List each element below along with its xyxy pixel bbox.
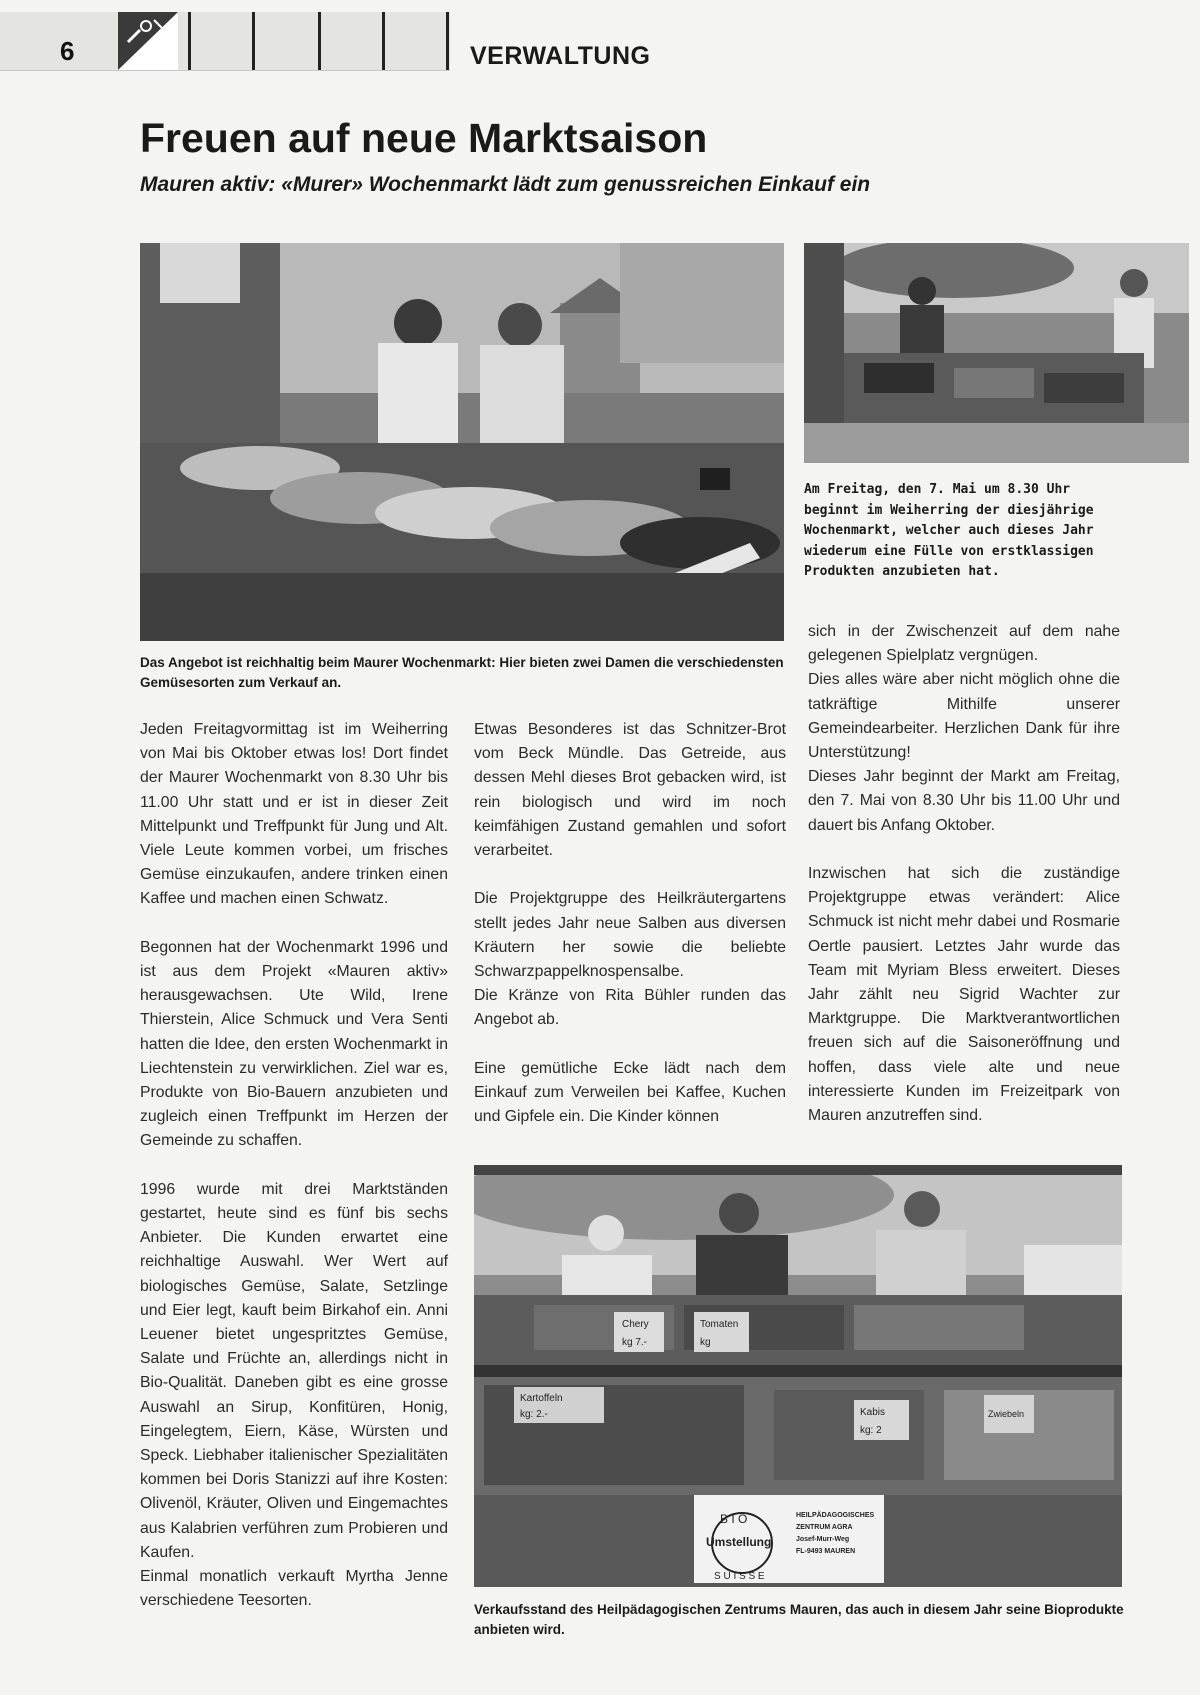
sign-kartoffeln: Kartoffeln: [520, 1393, 563, 1404]
paragraph: 1996 wurde mit drei Marktständen gestartet, heute sind es fünf bis sechs Anbieter. Die Kunden erwartet eine reichhaltige Auswahl. Wer Wert auf biologisches Gemüse, Salate, Setzlinge und Eier legt, kauft beim Birkahof ein. Anni Leuener bietet ungespritztes Gemüse, Salate und Früchte an, allerdings nicht in Bio-Qualität. Daneben gibt es eine grosse Auswahl an Sirup, Konfitüren, Honig, Eingelegtem, Eiern, Käse, Würsten und Speck. Liebhaber italienischer Spezialitäten kommen bei Doris Stanizzi auf ihre Kosten: Olivenöl, Kräuter, Oliven und Eingemachtes aus Kalabrien verführen zum Probieren und Kaufen.: [140, 1180, 448, 1561]
header-divider: [446, 12, 449, 70]
paragraph: Dies alles wäre aber nicht möglich ohne die tatkräftige Mithilfe unserer Gemeindearbeiter. Herzlichen Dank für ihre Unterstützung!: [808, 671, 1120, 762]
header-divider: [382, 12, 385, 70]
paragraph: Etwas Besonderes ist das Schnitzer-Brot vom Beck Mündle. Das Getreide, aus dessen Mehl dieses Brot gebacken wird, ist rein biologisch und wird im noch keimfähigen Zustand gemahlen und sofort verarbeitet.: [474, 721, 786, 860]
text-column-2: [474, 718, 786, 1129]
bio-sign-mid: Umstellung: [706, 1535, 772, 1549]
header-divider: [252, 12, 255, 70]
sign-kartoffeln-price: kg: 2.-: [520, 1409, 548, 1420]
bottom-photo-caption: Verkaufsstand des Heilpädagogischen Zentrums Mauren, das auch in diesem Jahr seine Bioprodukte anbieten wird.: [474, 1602, 1124, 1637]
section-title: VERWALTUNG: [470, 42, 651, 70]
zentrum-sign-line: FL-9493 MAUREN: [796, 1548, 856, 1555]
bio-sign-top: B I O: [720, 1512, 748, 1526]
header-divider: [318, 12, 321, 70]
paragraph: Inzwischen hat sich die zuständige Projektgruppe etwas verändert: Alice Schmuck ist nicht mehr dabei und Rosmarie Oertle pausiert. Letztes Jahr wurde das Team mit Myriam Bless erweitert. Dieses Jahr zählt neu Sigrid Wachter zur Marktgruppe. Die Marktverantwortlichen freuen sich auf die Saisoneröffnung und hoffen, dass viele alte und neue interessierte Kunden im Freizeitpark von Mauren anzutreffen sind.: [808, 865, 1120, 1125]
article-subheadline: Mauren aktiv: «Murer» Wochenmarkt lädt zum genussreichen Einkauf ein: [140, 173, 871, 196]
side-market-photo: [804, 243, 1189, 463]
zentrum-sign-line: Josef-Murr-Weg: [796, 1536, 850, 1543]
tools-logo-icon: [118, 12, 178, 70]
sign-cherry-price: kg 7.-: [622, 1337, 648, 1348]
article-headline: Freuen auf neue Marktsaison: [140, 115, 708, 161]
paragraph: Dieses Jahr beginnt der Markt am Freitag, den 7. Mai von 8.30 Uhr bis 11.00 Uhr und dauert bis Anfang Oktober.: [808, 768, 1120, 834]
paragraph: Begonnen hat der Wochenmarkt 1996 und ist aus dem Projekt «Mauren aktiv» herausgewachsen. Ute Wild, Irene Thierstein, Alice Schmuck und Vera Senti hatten die Idee, den ersten Wochenmarkt in Liechtenstein zu verwirklichen. Ziel war es, Produkte von Bio-Bauern anzubieten und zugleich einen Treffpunkt im Herzen der Gemeinde zu schaffen.: [140, 938, 448, 1150]
text-column-1: [140, 718, 448, 1613]
paragraph: Die Kränze von Rita Bühler runden das Angebot ab.: [474, 987, 786, 1029]
paragraph: Die Projektgruppe des Heilkräutergartens stellt jedes Jahr neue Salben aus diversen Kräutern her sowie die beliebte Schwarzpappelknospensalbe.: [474, 890, 786, 981]
sign-zwiebeln: Zwiebeln: [988, 1409, 1025, 1419]
header-divider: [188, 12, 191, 70]
sign-tomato: Tomaten: [700, 1319, 739, 1330]
zentrum-sign-line: HEILPÄDAGOGISCHES: [796, 1512, 875, 1519]
paragraph: Einmal monatlich verkauft Myrtha Jenne verschiedene Teesorten.: [140, 1568, 448, 1610]
zentrum-sign-line: ZENTRUM AGRA: [796, 1524, 853, 1531]
sign-cherry: Chery: [622, 1319, 649, 1330]
main-market-photo: [140, 243, 784, 641]
sign-tomato-price: kg: [700, 1337, 711, 1348]
paragraph: Eine gemütliche Ecke lädt nach dem Einkauf zum Verweilen bei Kaffee, Kuchen und Gipfele ein. Die Kinder können: [474, 1059, 786, 1126]
sign-kabis: Kabis: [860, 1407, 886, 1418]
header-rule: [0, 70, 450, 71]
paragraph: Jeden Freitagvormittag ist im Weiherring von Mai bis Oktober etwas los! Dort findet der Maurer Wochenmarkt von 8.30 Uhr bis 11.00 Uhr statt und er ist in dieser Zeit Mittelpunkt und Treffpunkt für Jung und Alt. Viele Leute kommen vorbei, um frisches Gemüse einzukaufen, andere trinken einen Kaffee und machen einen Schwatz.: [140, 721, 448, 908]
sign-kabis-price: kg: 2: [860, 1425, 882, 1436]
bottom-market-photo: [474, 1165, 1122, 1587]
main-photo-caption: Das Angebot ist reichhaltig beim Maurer Wochenmarkt: Hier bieten zwei Damen die verschiedensten Gemüsesorten zum Verkauf an.: [140, 655, 784, 690]
bio-sign-bottom: S U I S S E: [714, 1571, 765, 1582]
paragraph: sich in der Zwischenzeit auf dem nahe gelegenen Spielplatz vergnügen.: [808, 623, 1120, 665]
text-column-3: [808, 620, 1120, 1128]
page-number: 6: [60, 36, 75, 66]
side-photo-caption: Am Freitag, den 7. Mai um 8.30 Uhr beginnt im Weiherring der diesjährige Wochenmarkt, welcher auch dieses Jahr wiederum eine Fülle von erstklassigen Produkten anzubieten hat.: [804, 482, 1094, 579]
